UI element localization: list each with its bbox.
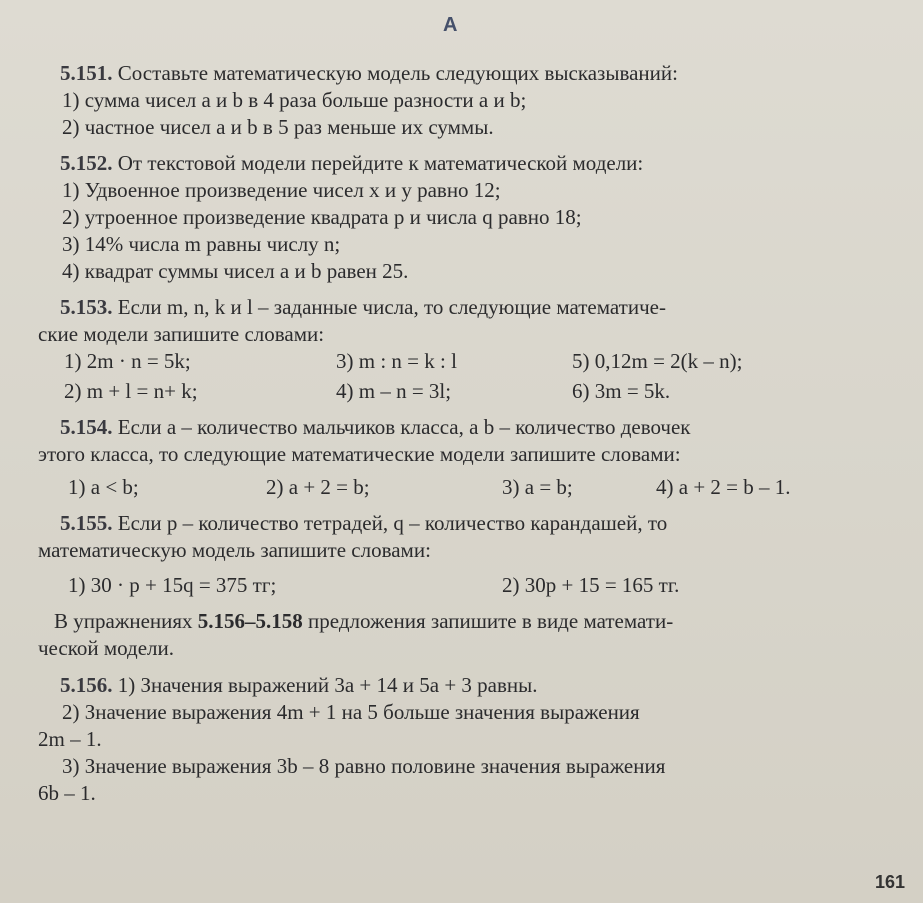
exercise-item: 1) Значения выражений 3a + 14 и 5a + 3 равны. bbox=[112, 673, 538, 697]
exercise-item: 2) частное чисел a и b в 5 раз меньше их суммы. bbox=[62, 115, 494, 139]
instruction-line: ческой модели. bbox=[38, 636, 175, 660]
exercise-title bbox=[60, 60, 901, 87]
instruction-paragraph bbox=[38, 608, 901, 662]
exercise-number: 5.156. bbox=[60, 673, 113, 697]
exercise-5-151 bbox=[38, 60, 901, 141]
formula-grid bbox=[64, 348, 901, 405]
formula-item: 2) m + l = n+ k; bbox=[64, 379, 198, 403]
exercise-item: 1) сумма чисел a и b в 4 раза больше разности a и b; bbox=[62, 88, 527, 112]
formula-item: 6) 3m = 5k. bbox=[572, 379, 671, 403]
exercise-number: 5.154. bbox=[60, 415, 113, 439]
formula-item: 4) m – n = 3l; bbox=[336, 379, 452, 403]
exercise-title bbox=[60, 510, 901, 537]
exercise-text: Если m, n, k и l – заданные числа, то следующие математиче- bbox=[112, 295, 666, 319]
formula-row bbox=[68, 474, 901, 501]
exercise-text: От текстовой модели перейдите к математической модели: bbox=[112, 151, 644, 175]
exercise-item: 1) Удвоенное произведение чисел x и y равно 12; bbox=[62, 178, 501, 202]
exercise-5-153 bbox=[38, 294, 901, 405]
exercise-title bbox=[60, 672, 901, 699]
exercise-item: 3) Значение выражения 3b – 8 равно половине значения выражения bbox=[62, 754, 666, 778]
exercise-5-155 bbox=[38, 510, 901, 599]
formula-item: 5) 0,12m = 2(k – n); bbox=[572, 349, 743, 373]
exercise-item-continued: 6b – 1. bbox=[38, 781, 96, 805]
exercise-text: Если p – количество тетрадей, q – количество карандашей, то bbox=[112, 511, 668, 535]
exercise-item-continued: 2m – 1. bbox=[38, 727, 102, 751]
formula-item: 4) a + 2 = b – 1. bbox=[656, 475, 791, 499]
exercise-5-156 bbox=[38, 672, 901, 807]
exercise-text-continued: математическую модель запишите словами: bbox=[38, 538, 431, 562]
instruction-text: предложения запишите в виде математи- bbox=[302, 609, 674, 633]
section-letter: А bbox=[443, 14, 458, 36]
formula-item: 2) 30p + 15 = 165 тг. bbox=[502, 573, 680, 597]
exercise-number: 5.155. bbox=[60, 511, 113, 535]
exercise-text-continued: ские модели запишите словами: bbox=[38, 322, 325, 346]
exercise-text-continued: этого класса, то следующие математические модели запишите словами: bbox=[38, 442, 681, 466]
exercise-item: 3) 14% числа m равны числу n; bbox=[62, 232, 341, 256]
exercise-item: 2) Значение выражения 4m + 1 на 5 больше значения выражения bbox=[62, 700, 640, 724]
formula-row bbox=[68, 572, 901, 599]
exercise-5-154 bbox=[38, 414, 901, 501]
exercise-5-152 bbox=[38, 150, 901, 285]
exercise-title bbox=[60, 294, 901, 321]
exercise-number: 5.151. bbox=[60, 61, 113, 85]
exercise-item: 4) квадрат суммы чисел a и b равен 25. bbox=[62, 259, 409, 283]
instruction-line bbox=[54, 608, 901, 635]
exercise-range: 5.156–5.158 bbox=[197, 609, 303, 633]
formula-item: 2) a + 2 = b; bbox=[266, 475, 370, 499]
formula-item: 1) 30 · p + 15q = 375 тг; bbox=[68, 573, 277, 597]
page-content bbox=[38, 60, 901, 816]
exercise-text: Если a – количество мальчиков класса, а b – количество девочек bbox=[112, 415, 691, 439]
formula-item: 3) m : n = k : l bbox=[336, 349, 457, 373]
exercise-number: 5.152. bbox=[60, 151, 113, 175]
exercise-item: 2) утроенное произведение квадрата p и числа q равно 18; bbox=[62, 205, 582, 229]
exercise-title bbox=[60, 414, 901, 441]
exercise-title bbox=[60, 150, 901, 177]
formula-item: 3) a = b; bbox=[502, 475, 573, 499]
formula-item: 1) 2m · n = 5k; bbox=[64, 349, 191, 373]
exercise-text: Составьте математическую модель следующих высказываний: bbox=[112, 61, 678, 85]
page-number: 161 bbox=[874, 872, 905, 892]
formula-item: 1) a < b; bbox=[68, 475, 139, 499]
exercise-number: 5.153. bbox=[60, 295, 113, 319]
instruction-text: В упражнениях bbox=[54, 609, 198, 633]
